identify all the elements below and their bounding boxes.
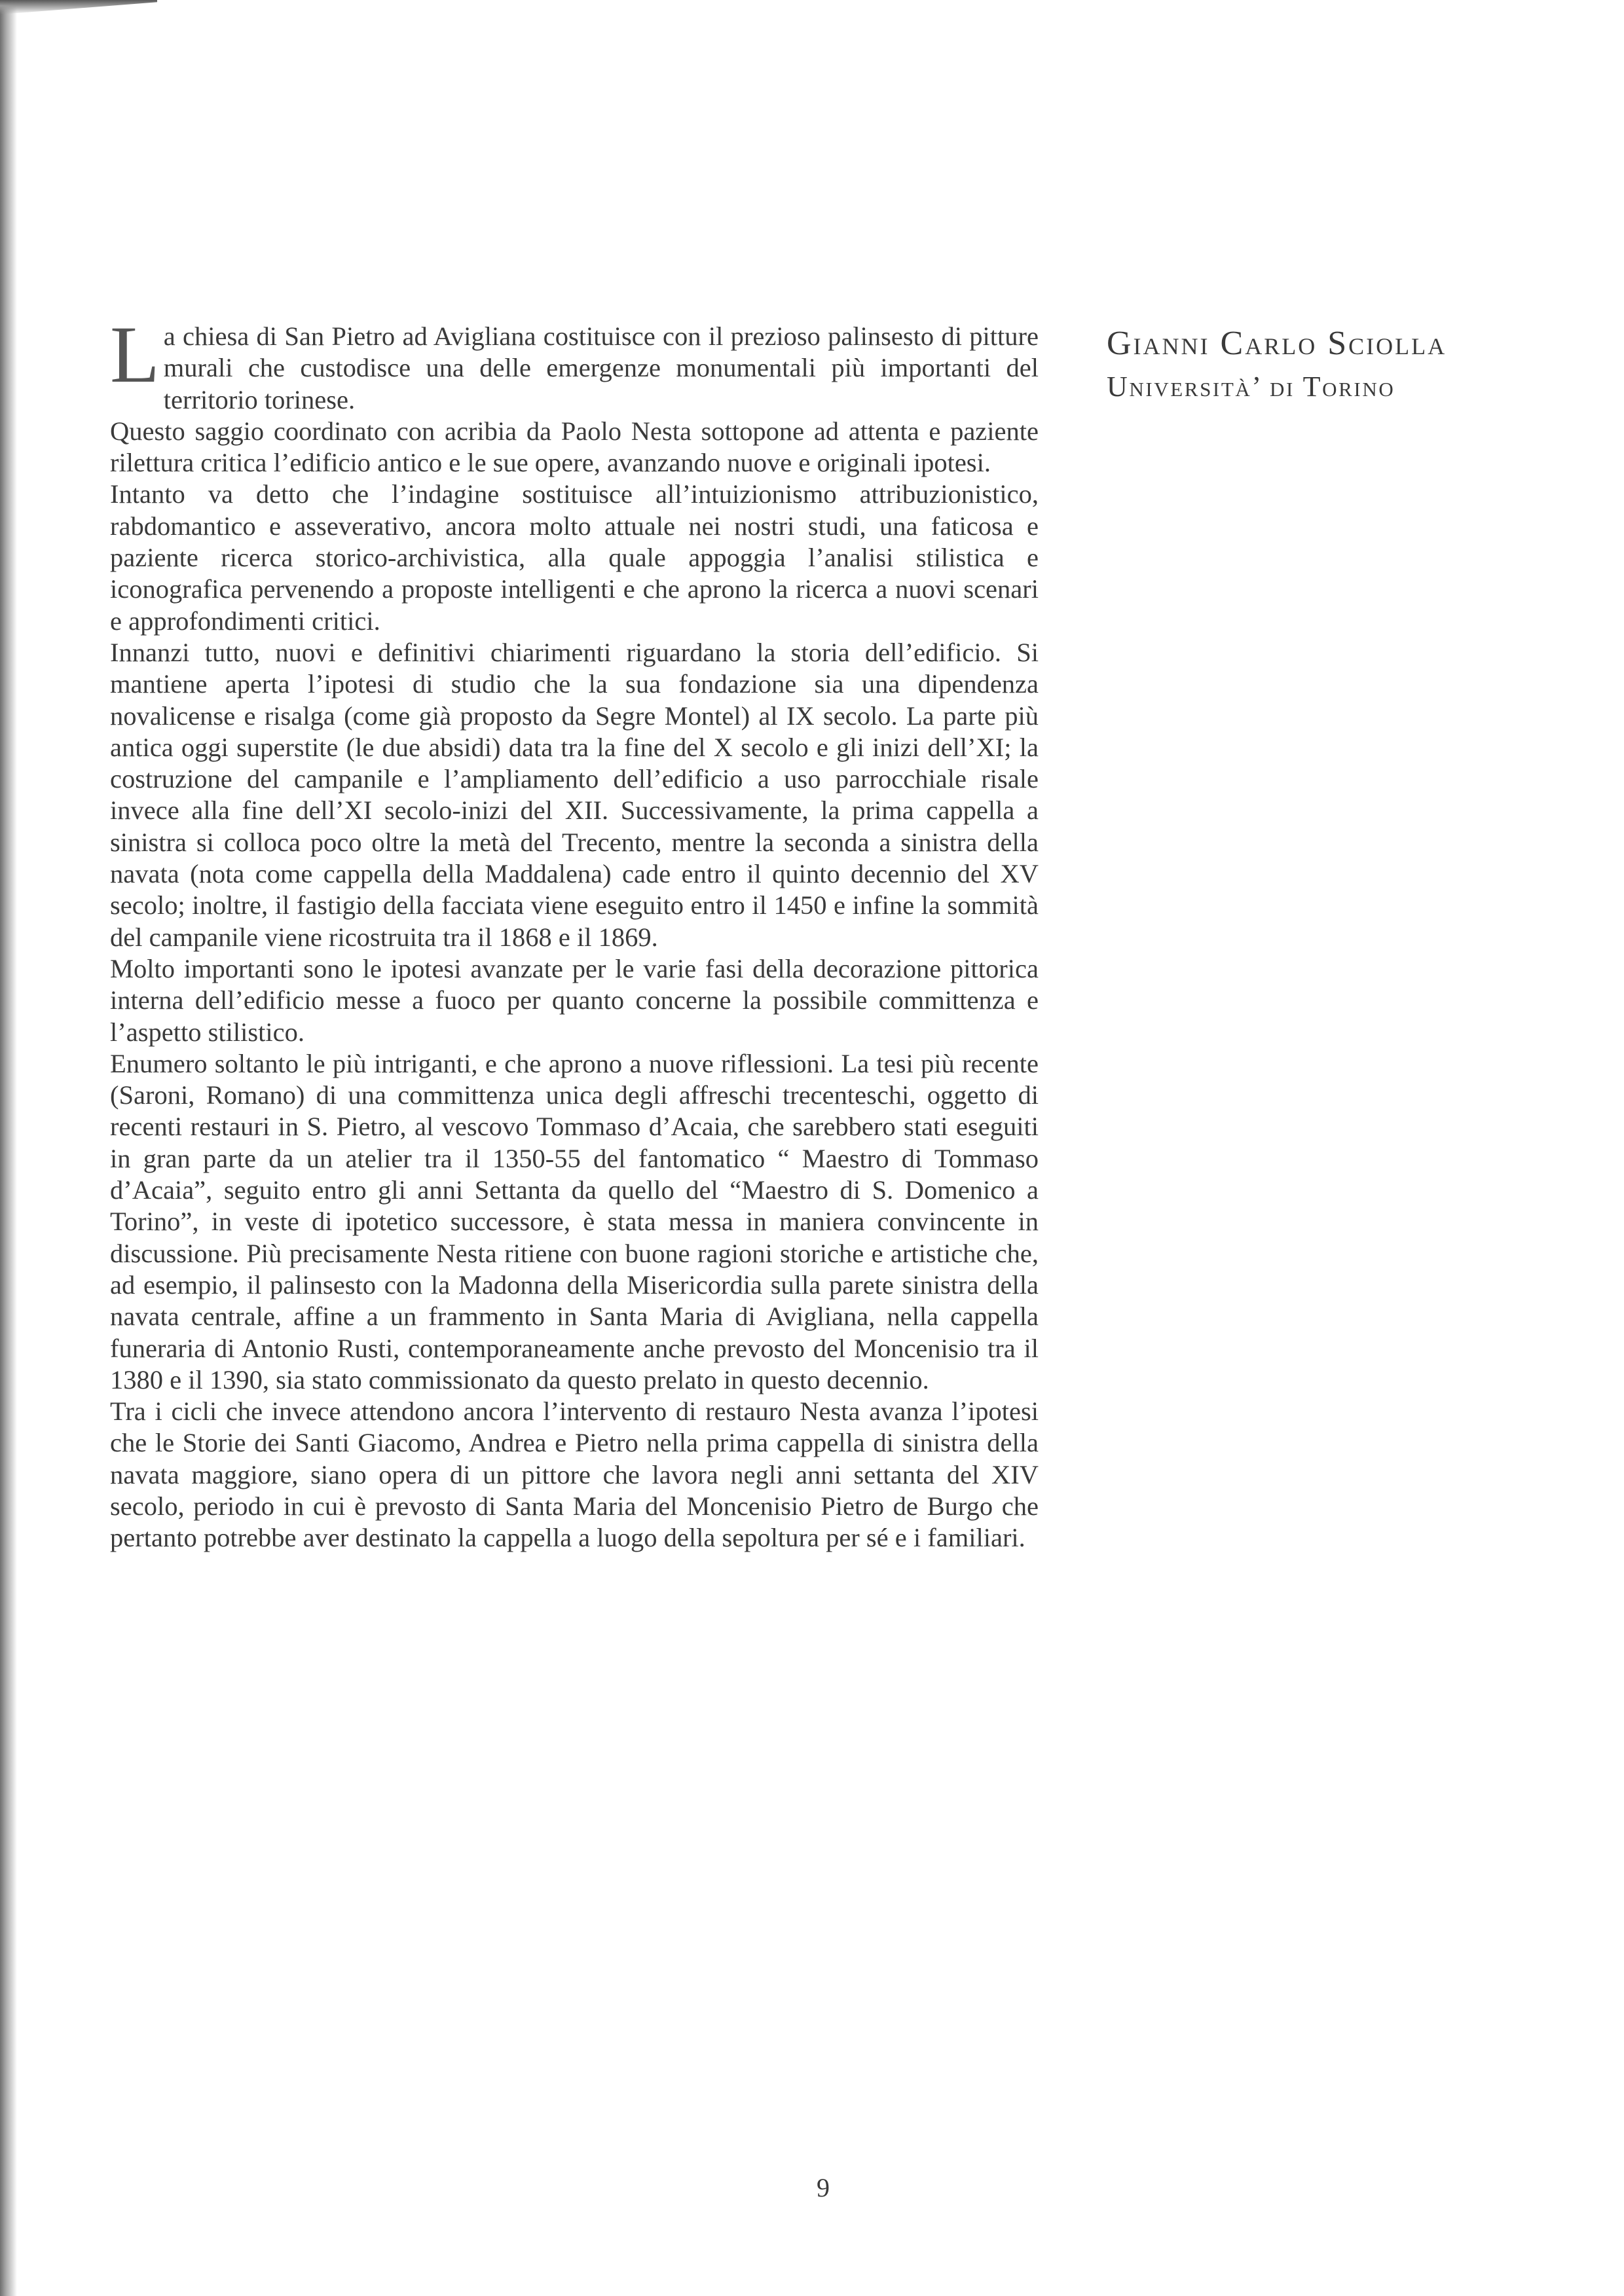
paragraph-5: Molto importanti sono le ipotesi avanzate per le varie fasi della decorazione pittorica interna dell’edificio messe a fuoco per quanto concerne la possibile committenza e l’aspetto stilistico. <box>110 953 1039 1047</box>
page-binding-shadow <box>0 0 17 2296</box>
paragraph-2: Questo saggio coordinato con acribia da Paolo Nesta sottopone ad attenta e paziente rilettura critica l’edificio antico e le sue opere, avanzando nuove e originali ipotesi. <box>110 416 1039 478</box>
paragraph-7: Tra i cicli che invece attendono ancora l’intervento di restauro Nesta avanza l’ipotesi che le Storie dei Santi Giacomo, Andrea e Pietro nella prima cappella di sinistra della navata maggiore, siano opera di un pittore che lavora negli anni settanta del XIV secolo, periodo in cui è prevosto di Santa Maria del Moncenisio Pietro de Burgo che pertanto potrebbe aver destinato la cappella a luogo della sepoltura per sé e i familiari. <box>110 1396 1039 1553</box>
author-affiliation: Università’ di Torino <box>1107 371 1395 403</box>
page-corner-shadow <box>0 0 157 14</box>
paragraph-6: Enumero soltanto le più intriganti, e che aprono a nuove riflessioni. La tesi più recente (Saroni, Romano) di una committenza unica degli affreschi trecenteschi, oggetto di recenti restauri in S. Pietro, al vescovo Tommaso d’Acaia, che sarebbero stati eseguiti in gran parte da un atelier tra il 1350-55 del fantomatico “ Maestro di Tommaso d’Acaia”, seguito entro gli anni Settanta da quello del “Maestro di S. Domenico a Torino”, in veste di ipotetico successore, è stata messa in maniera convincente in discussione. Più precisamente Nesta ritiene con buone ragioni storiche e artistiche che, ad esempio, il palinsesto con la Madonna della Misericordia sulla parete sinistra della navata centrale, affine a un frammento in Santa Maria di Avigliana, nella cappella funeraria di Antonio Rusti, contemporaneamente anche prevosto del Moncenisio tra il 1380 e il 1390, sia stato commissionato da questo prelato in questo decennio. <box>110 1048 1039 1394</box>
author-name: Gianni Carlo Sciolla <box>1107 325 1447 362</box>
paragraph-4: Innanzi tutto, nuovi e definitivi chiarimenti riguardano la storia dell’edificio. Si mantiene aperta l’ipotesi di studio che la sua fondazione sia una dipendenza novalicense e risalga (come già proposto da Segre Montel) al IX secolo. La parte più antica oggi superstite (le due absidi) data tra la fine del X secolo e gli inizi dell’XI; la costruzione del campanile e l’ampliamento dell’edificio a uso parrocchiale risale invece alla fine dell’XI secolo-inizi del XII. Successivamente, la prima cappella a sinistra si colloca poco oltre la metà del Trecento, mentre la seconda a sinistra della navata (nota come cappella della Maddalena) cade entro il quinto decennio del XV secolo; inoltre, il fastigio della facciata viene eseguito entro il 1450 e infine la sommità del campanile viene ricostruita tra il 1868 e il 1869. <box>110 637 1039 952</box>
essay-body <box>110 310 1039 1554</box>
author-block <box>1107 322 1578 409</box>
paragraph-3: Intanto va detto che l’indagine sostituisce all’intuizionismo attribuzionistico, rabdomantico e asseverativo, ancora molto attuale nei nostri studi, una faticosa e paziente ricerca storico-archivistica, alla quale appoggia l’analisi stilistica e iconografica pervenendo a proposte intelligenti e che aprono la ricerca a nuovi scenari e approfondimenti critici. <box>110 479 1039 636</box>
drop-cap: L <box>110 310 160 399</box>
paragraph-1 <box>110 310 1039 416</box>
page-number: 9 <box>817 2173 830 2202</box>
paragraph-1-text: a chiesa di San Pietro ad Avigliana costituisce con il prezioso palinsesto di pitture murali che custodisce una delle emergenze monumentali più importanti del territorio torinese. <box>163 321 1039 414</box>
